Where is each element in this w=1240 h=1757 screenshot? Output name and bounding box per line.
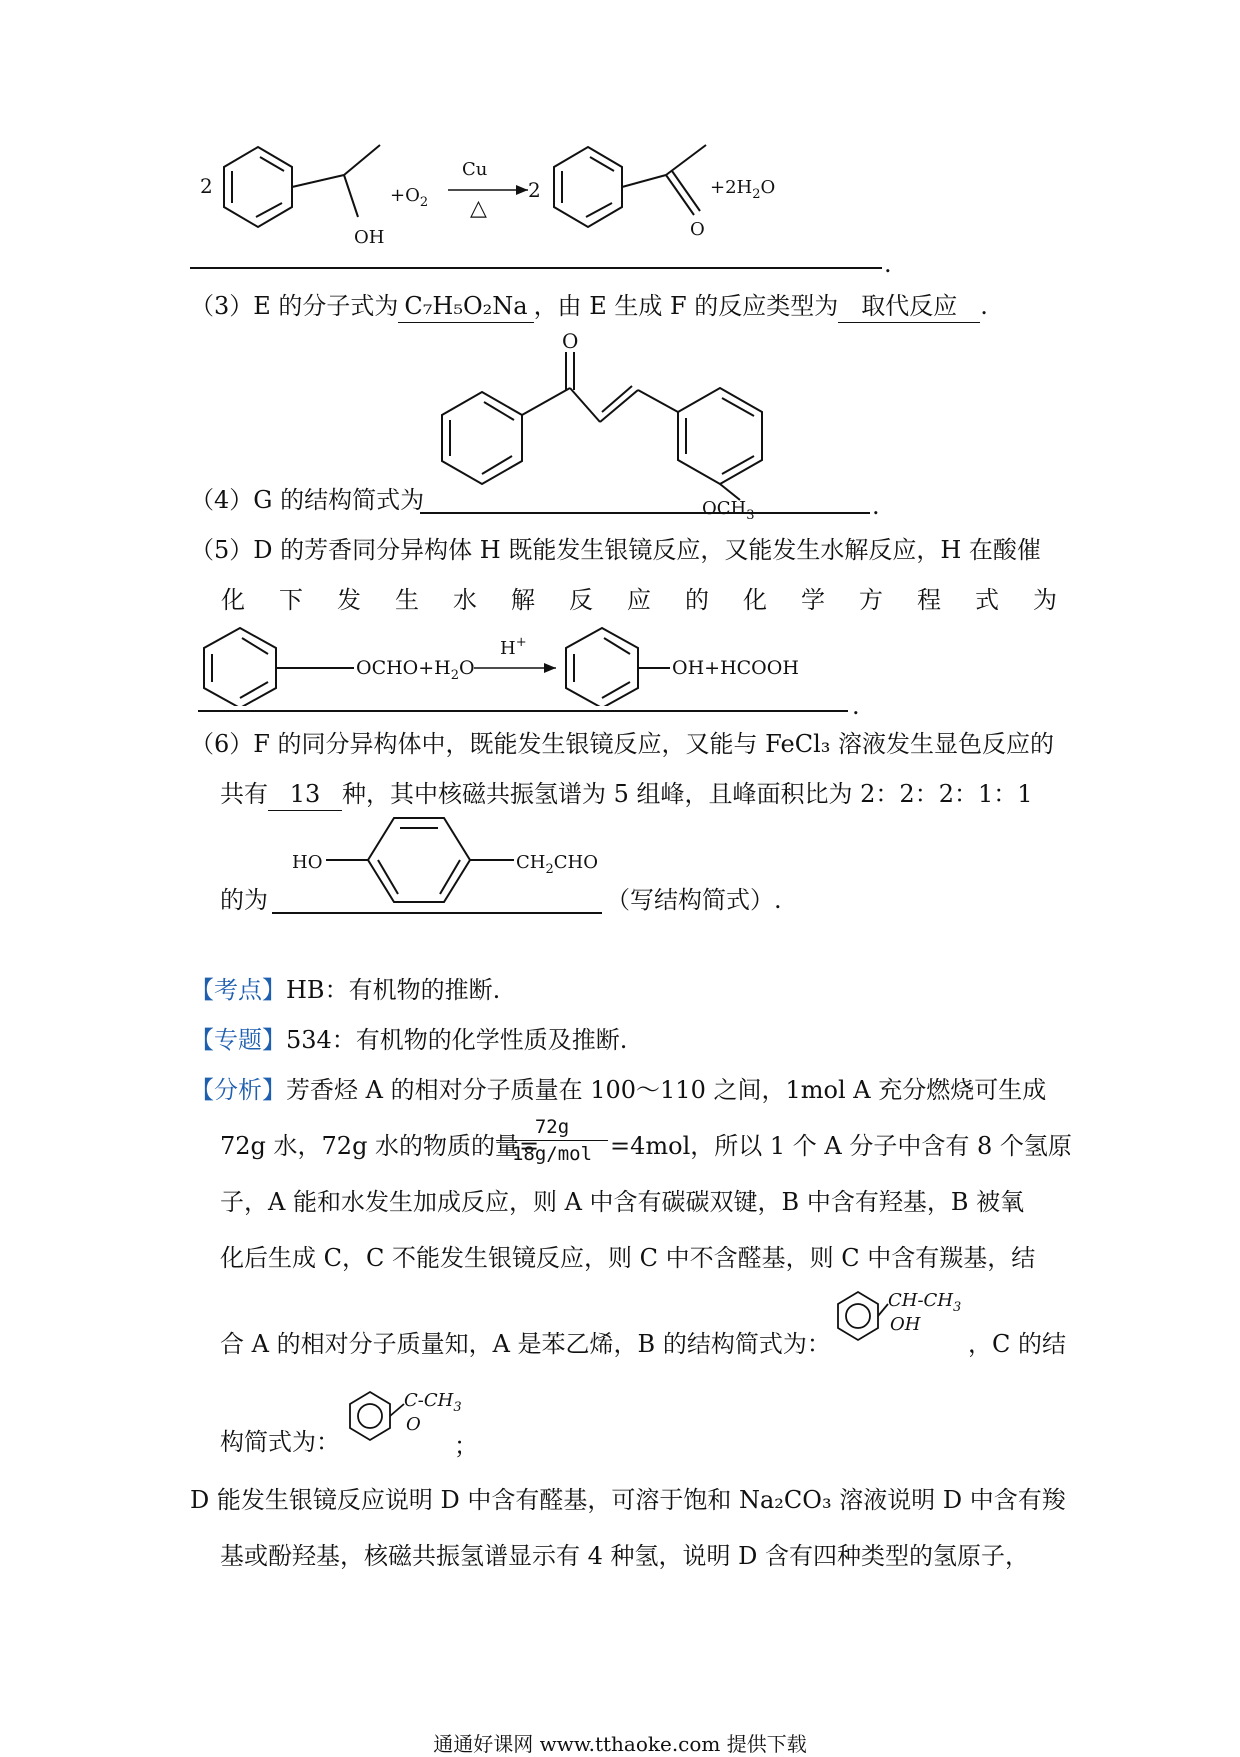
answer-underline-5: [198, 710, 848, 712]
plus-o2: $+O_2$: [390, 185, 429, 210]
fenxi-line5-suffix: ，C 的结: [968, 1330, 1066, 1358]
ester-label: $OCHO+H_2O$: [356, 657, 475, 683]
answer-underline-1: [190, 267, 882, 269]
zhuanti-line: [190, 1024, 627, 1056]
q3-end: .: [980, 292, 988, 320]
fenxi-line6-suffix: ；: [454, 1432, 478, 1460]
g-och3: $OCH_3$: [702, 498, 755, 520]
zhuanti-text: 534：有机物的化学性质及推断.: [286, 1026, 628, 1054]
fenxi-line2: [220, 1130, 539, 1162]
kaodian-tag: 【考点】: [190, 976, 286, 1004]
q5-end: .: [852, 692, 860, 720]
d-para-line2: 基或酚羟基，核磁共振氢谱显示有 4 种氢，说明 D 含有四种类型的氢原子，: [220, 1542, 1030, 1570]
fenxi-line5-prefix: 合 A 的相对分子质量知，A 是苯乙烯，B 的结构简式为：: [220, 1330, 831, 1358]
acid-catalyst: H+: [500, 635, 527, 659]
d-para-line1: D 能发生银镜反应说明 D 中含有醛基，可溶于饱和 Na₂CO₃ 溶液说明 D 中含有羧: [190, 1486, 1066, 1514]
ho-label: HO: [292, 852, 323, 873]
q4-prefix: （4）G 的结构简式为: [190, 486, 425, 514]
structure-g: [440, 330, 800, 520]
q5-line2: 化 下 发 生 水 解 反 应 的 化 学 方 程 式 为: [221, 586, 1057, 614]
page-footer: 通通好课网 www.tthaoke.com 提供下载: [433, 1732, 807, 1756]
catalyst-cu: Cu: [462, 159, 488, 180]
q6-line2: [220, 778, 1033, 811]
hydrolysis-reaction-diagram: [200, 626, 860, 706]
c-ch-label: $C-CH_3$: [404, 1390, 462, 1415]
ch2cho-label: $CH_2CHO$: [516, 852, 598, 877]
coef-left: 2: [200, 174, 213, 198]
mole-fraction: [496, 1114, 608, 1167]
fenxi-line2-suffix: =4mol，所以 1 个 A 分子中含有 8 个氢原: [610, 1132, 1072, 1160]
kaodian-text: HB：有机物的推断.: [286, 976, 501, 1004]
structure-q6-answer: [290, 814, 610, 914]
fenxi-line2-prefix: 72g 水，72g 水的物质的量=: [220, 1132, 540, 1160]
b-oh-label: OH: [890, 1314, 921, 1335]
q6-line2-prefix: 共有: [220, 780, 268, 808]
benzene-ring-1: [224, 145, 380, 227]
fenxi-line3: 子，A 能和水发生加成反应，则 A 中含有碳碳双键，B 中含有羟基，B 被氧: [220, 1188, 1025, 1216]
kaodian-line: [190, 974, 500, 1006]
oh-label: OH: [354, 227, 385, 248]
structure-b: [832, 1284, 964, 1360]
fenxi-tag: 【分析】: [190, 1076, 286, 1104]
q6-count: 13: [268, 778, 342, 811]
q3-prefix: （3）E 的分子式为: [190, 292, 399, 320]
answer-underline-6: [272, 912, 602, 914]
heat-symbol: △: [470, 196, 487, 221]
q3-reaction-type: 取代反应: [838, 290, 980, 323]
question-4: [190, 484, 424, 516]
fraction-denominator: 18g/mol: [511, 1143, 593, 1165]
fenxi-line6-prefix: 构简式为：: [220, 1428, 340, 1456]
question-3: [190, 290, 988, 323]
ketone-o: O: [690, 219, 705, 240]
q6-line2-suffix: 种，其中核磁共振氢谱为 5 组峰，且峰面积比为 2：2：2：1：1: [342, 780, 1033, 808]
zhuanti-tag: 【专题】: [190, 1026, 286, 1054]
reaction1-end: .: [884, 250, 892, 278]
oxidation-reaction-diagram: [190, 135, 890, 270]
q3-formula: C₇H₅O₂Na: [398, 290, 533, 323]
benzene-ring-2: [554, 145, 706, 227]
q4-end: .: [872, 492, 880, 520]
fenxi-line1: [190, 1074, 1046, 1106]
fenxi-line4: 化后生成 C，C 不能发生银镜反应，则 C 中不含醛基，则 C 中含有羰基，结: [220, 1244, 1036, 1272]
q6-line1: （6）F 的同分异构体中，既能发生银镜反应，又能与 FeCl₃ 溶液发生显色反应的: [190, 730, 1055, 758]
q6-line3-suffix: （写结构简式）.: [606, 886, 782, 914]
q3-middle: ，由 E 生成 F 的反应类型为: [533, 292, 839, 320]
structure-c: [344, 1380, 464, 1456]
c-o-label: O: [406, 1414, 421, 1435]
fraction-numerator: 72g: [496, 1114, 608, 1141]
q5-line1: （5）D 的芳香同分异构体 H 既能发生银镜反应，又能发生水解反应，H 在酸催: [190, 536, 1041, 564]
b-ch-label: $CH-CH_3$: [888, 1290, 962, 1315]
g-ketone-o: O: [562, 330, 579, 353]
product-label: OH+HCOOH: [672, 657, 799, 679]
answer-underline-4: [420, 512, 870, 514]
fenxi-text1: 芳香烃 A 的相对分子质量在 100～110 之间，1mol A 充分燃烧可生成: [286, 1076, 1047, 1104]
q6-line3-prefix: 的为: [220, 886, 268, 914]
plus-water: $+2H_2O$: [710, 177, 776, 202]
coef-right: 2: [528, 178, 541, 202]
